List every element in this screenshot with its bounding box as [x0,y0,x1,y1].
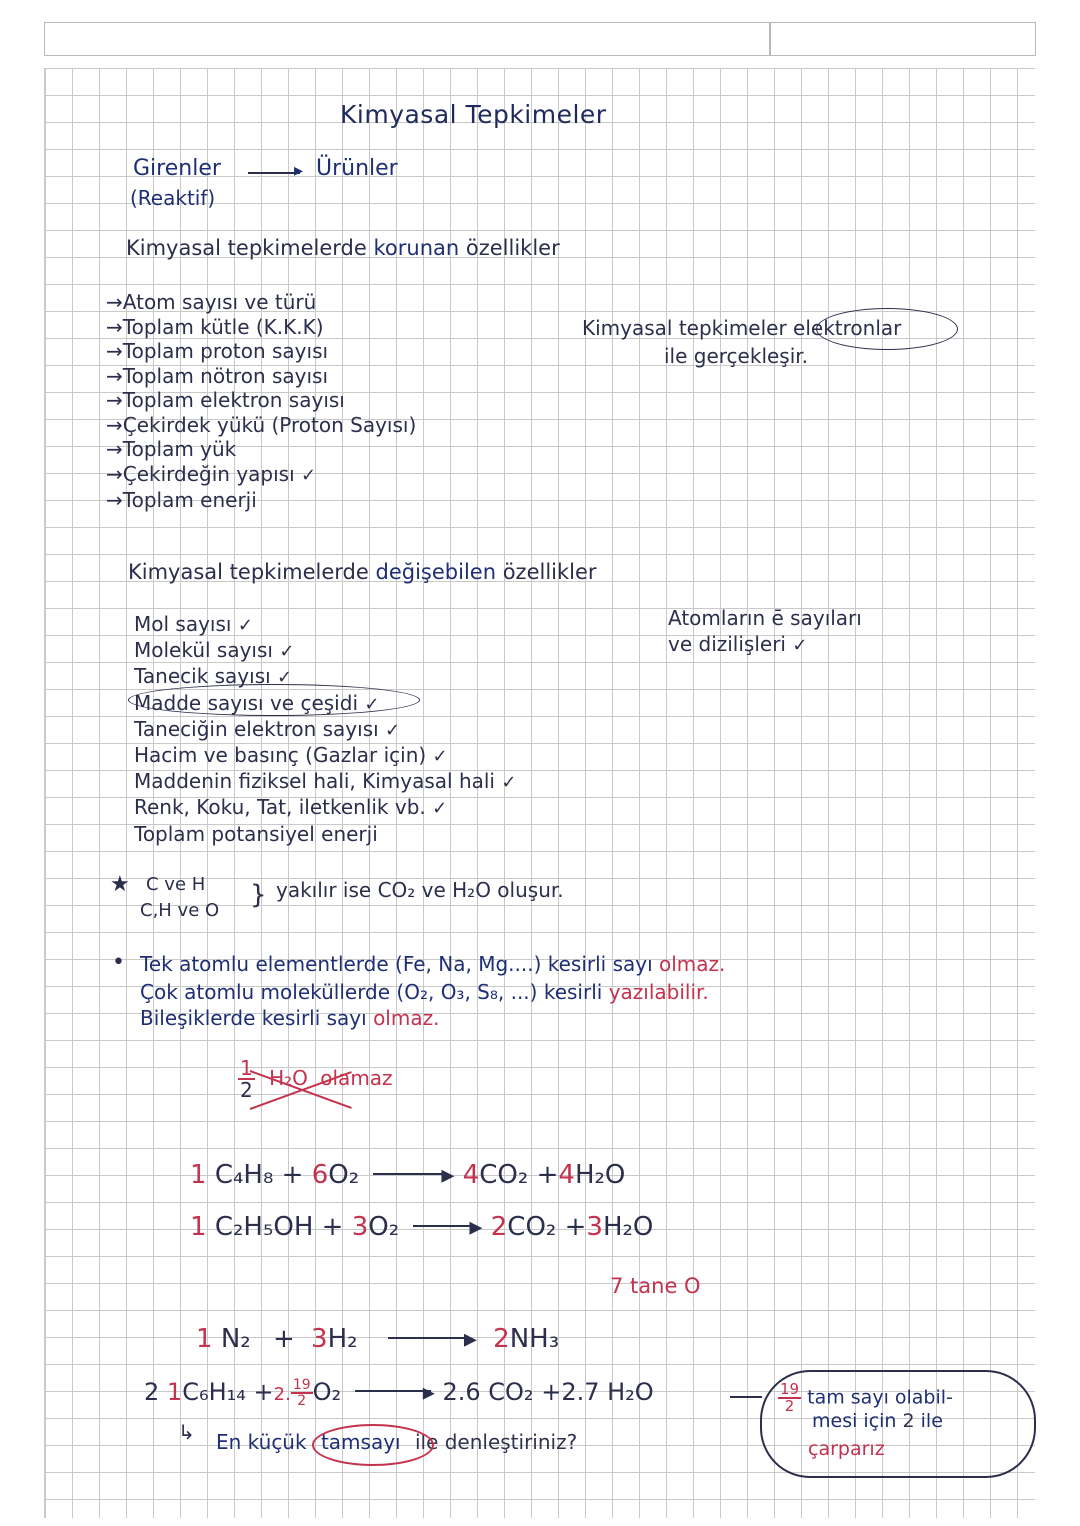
equation-4: 2 1C₆H₁₄ +2. $\frac{19}{2}$ O₂ ▸ 2.6 CO₂ +2.7 H₂O [144,1377,654,1409]
list-item: →Toplam proton sayısı [106,339,329,363]
arrow-head-icon: ▸ [294,160,304,181]
reaction-arrow [373,1173,445,1175]
reaction-arrow [355,1390,431,1392]
arrow-head-icon: ▸ [469,1212,483,1242]
arrow-bullet-icon: → [106,314,123,339]
equation-3: 1 N₂ + 3H₂ ▸ 2NH₃ [196,1324,560,1354]
combustion-line1: C ve H [146,874,206,895]
conserved-heading [126,236,560,260]
reactants-alt-label: (Reaktif) [130,186,216,210]
list-item: →Atom sayısı ve türü [106,290,317,314]
arrow-bullet-icon: → [106,339,123,363]
circle-mark [312,1424,434,1466]
reactants-label: Girenler [133,156,221,181]
changeable-heading [128,560,597,584]
list-item: →Toplam enerji [106,488,257,512]
list-item: →Çekirdeğin yapısı ✓ [106,461,317,486]
arrow-head-icon: ▸ [463,1324,477,1354]
list-item: →Toplam yük [106,437,237,461]
cloud-note-line1: $\frac{19}{2}$ tam sayı olabil- [780,1380,953,1415]
arrow-bullet-icon: → [106,363,123,388]
atom-note-line2: ve dizilişleri ✓ [668,632,808,656]
checkmark-icon: ✓ [792,635,808,656]
page-title: Kimyasal Tepkimeler [340,100,607,129]
checkmark-icon: ✓ [432,746,448,768]
circle-mark [816,308,958,350]
list-item: Mol sayısı ✓ [134,612,253,636]
cloud-arrow [730,1396,762,1398]
conserved-heading-pre: Kimyasal tepkimelerde [126,236,367,260]
atom-note-line1: Atomların ē sayıları [668,606,862,630]
checkmark-icon: ✓ [279,641,295,663]
rule-3: Bileşiklerde kesirli sayı olmaz. [140,1006,440,1030]
list-item: Maddenin fiziksel hali, Kimyasal hali ✓ [134,769,517,794]
rule-2: Çok atomlu moleküllerde (O₂, O₃, S₈, ...) kesirli yazılabilir. [140,980,709,1004]
electron-note-circled: elektronlar [793,316,902,340]
star-icon: ★ [110,872,130,897]
conserved-list [106,290,416,513]
equation-1: 1 C₄H₈ + 6O₂ ▸ 4CO₂ +4H₂O [190,1160,626,1190]
conserved-heading-key: korunan [373,236,460,260]
bullet-icon: • [112,950,125,975]
changeable-heading-post: özellikler [502,560,597,584]
checkmark-icon: ✓ [277,667,293,689]
list-item: Toplam potansiyel enerji [134,821,378,846]
arrow-head-icon: ▸ [422,1378,435,1406]
electron-note-line1: Kimyasal tepkimeler elektronlar [582,316,902,340]
page-header-box [44,22,1036,56]
list-item: Hacim ve basınç (Gazlar için) ✓ [134,743,448,768]
arrow-bullet-icon: → [106,388,123,412]
checkmark-icon: ✓ [364,693,380,715]
checkmark-icon: ✓ [501,772,517,794]
arrow-bullet-icon: → [106,412,123,437]
list-item: Tanecik sayısı ✓ [134,664,293,689]
equation-2: 1 C₂H₅OH + 3O₂ ▸ 2CO₂ +3H₂O [190,1212,654,1242]
list-item: Renk, Koku, Tat, iletkenlik vb. ✓ [134,795,448,820]
changeable-list [134,612,516,846]
curved-arrow-icon: ↳ [178,1420,195,1444]
products-label: Ürünler [316,156,398,181]
equation-4-caption: En küçük tamsayı ile denleştiriniz? [216,1430,578,1454]
arrow-head-icon: ▸ [441,1160,455,1190]
changeable-heading-key: değişebilen [375,560,497,584]
list-item: →Toplam kütle (K.K.K) [106,314,324,339]
conserved-heading-post: özellikler [465,236,560,260]
list-item: →Toplam nötron sayısı [106,363,329,388]
list-item: Taneciğin elektron sayısı ✓ [134,716,401,741]
cloud-note-line3: çarparız [808,1438,885,1460]
arrow-bullet-icon: → [106,461,123,486]
list-item: →Toplam elektron sayısı [106,388,345,412]
circle-mark [128,684,420,716]
arrow-bullet-icon: → [106,290,123,314]
checkmark-icon: ✓ [385,719,401,741]
list-item: →Çekirdek yükü (Proton Sayısı) [106,412,417,437]
reaction-arrow [248,172,300,174]
brace-icon: } [250,880,267,910]
reaction-arrow [388,1337,468,1339]
combustion-line2: C,H ve O [140,900,220,921]
checkmark-icon: ✓ [301,464,317,486]
arrow-bullet-icon: → [106,488,123,512]
equation-2-note: 7 tane O [610,1274,701,1298]
rule-1: Tek atomlu elementlerde (Fe, Na, Mg....) kesirli sayı olmaz. [140,952,726,976]
list-item: Madde sayısı ve çeşidi ✓ [134,690,380,715]
combustion-result: yakılır ise CO₂ ve H₂O oluşur. [276,878,564,902]
header-divider [769,23,771,55]
changeable-heading-pre: Kimyasal tepkimelerde [128,560,369,584]
invalid-example: $\frac{1}{2}$ H₂O olamaz [240,1056,393,1102]
checkmark-icon: ✓ [432,798,448,820]
cloud-note-line2: mesi için 2 ile [812,1410,943,1432]
arrow-bullet-icon: → [106,437,123,461]
reaction-arrow [413,1225,473,1227]
electron-note-line2: ile gerçekleşir. [664,344,809,368]
list-item: Molekül sayısı ✓ [134,638,295,663]
checkmark-icon: ✓ [237,615,253,636]
